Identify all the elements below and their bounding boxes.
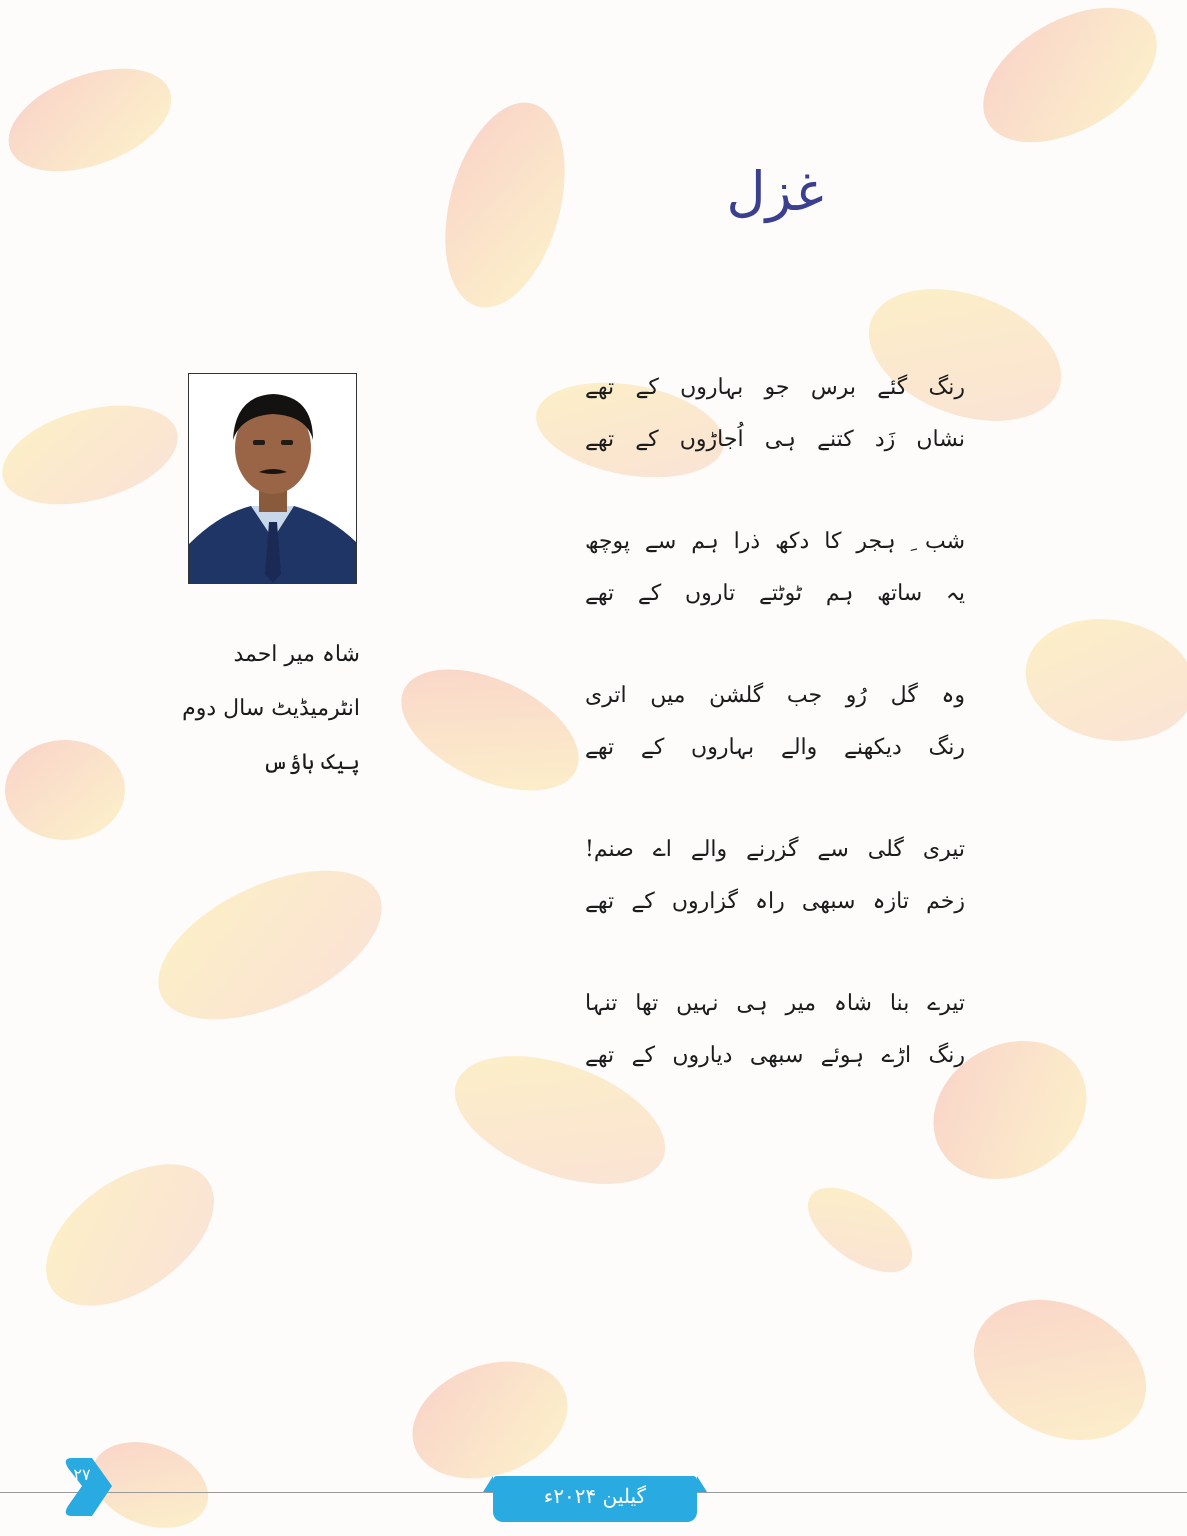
stanza <box>585 824 965 928</box>
author-info <box>160 628 360 790</box>
poem-line: وہ گل رُو جب گلشن میں اتری <box>585 683 965 708</box>
poem-line: رنگ دیکھنے والے بہاروں کے تھے <box>585 735 965 760</box>
poem-line: رنگ اڑے ہوئے سبھی دیاروں کے تھے <box>585 1043 965 1068</box>
author-class: انٹرمیڈیٹ سال دوم <box>182 696 360 721</box>
page-number: ۲۷ <box>73 1465 91 1484</box>
stanza <box>585 516 965 620</box>
poem-line: تیرے بنا شاہ میر ہی نہیں تھا تنہا <box>585 991 965 1016</box>
stanza <box>585 670 965 774</box>
author-house: پیک ہاؤس <box>262 750 360 775</box>
page-number-badge <box>56 1456 116 1520</box>
poem-title: غزل <box>726 160 824 223</box>
author-name: شاہ میر احمد <box>233 642 360 667</box>
poem-line: زخم تازہ سبھی راہ گزاروں کے تھے <box>585 889 965 914</box>
poem-body <box>585 362 965 1132</box>
poem-line: یہ ساتھ ہم ٹوٹتے تاروں کے تھے <box>585 581 965 606</box>
poem-line: شب ِ ہجر کا دکھ ذرا ہم سے پوچھ <box>585 529 965 554</box>
author-photo <box>188 373 357 584</box>
footer-magazine-tab <box>493 1476 697 1522</box>
poem-line: نشاں زَد کتنے ہی اُجاڑوں کے تھے <box>585 427 965 452</box>
stanza <box>585 978 965 1082</box>
poem-line: تیری گلی سے گزرنے والے اے صنم! <box>585 837 965 862</box>
magazine-name: گیلین ۲۰۲۴ء <box>543 1484 647 1508</box>
stanza <box>585 362 965 466</box>
poem-line: رنگ گئے برس جو بہاروں کے تھے <box>585 375 965 400</box>
